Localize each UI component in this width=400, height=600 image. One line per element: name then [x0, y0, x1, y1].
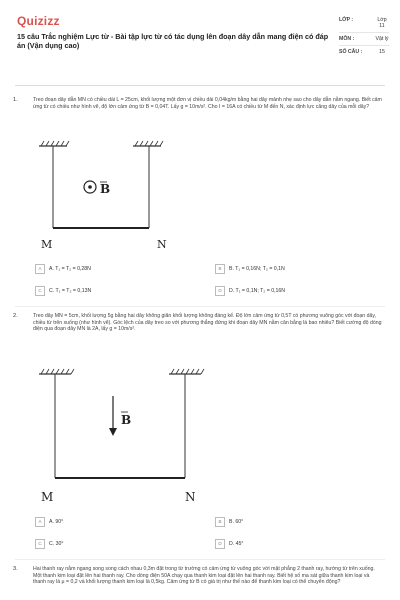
option-key: D	[215, 286, 225, 296]
meta-value: 15	[379, 49, 385, 55]
option-key: B	[215, 264, 225, 274]
label-m: M	[41, 238, 53, 251]
option-key: A	[35, 517, 45, 527]
meta-label: LỚP :	[339, 17, 354, 23]
option-d[interactable]	[215, 539, 243, 549]
ceiling-left	[39, 369, 74, 374]
label-m: M	[41, 490, 54, 504]
option-text: D. 45°	[229, 541, 244, 547]
question-number: 1.	[13, 97, 18, 103]
option-text: A. 90°	[49, 519, 64, 525]
ceiling-right	[133, 141, 163, 146]
question-divider	[15, 559, 385, 560]
question-text: Treo đoạn dây dẫn MN có chiều dài L = 25cm, khối lượng một đơn vị chiều dài 0,04kg/m bằng hai dây mảnh nhẹ sao cho dây dẫn nằm ngang. Biết cảm ứng từ có chiều như hình vẽ, độ lớn cảm ứng từ B = 0,04T. Lấy g = 10m/s². Cho I = 16A có chiều từ M đến N, xác định lực căng dây của mỗi dây?	[33, 97, 382, 110]
label-n: N	[157, 238, 167, 251]
option-d[interactable]	[215, 286, 285, 296]
question-number: 2.	[13, 313, 18, 319]
option-text: A. T₁ = T₂ = 0,28N	[49, 266, 91, 272]
meta-value: Lớp 11	[377, 17, 387, 29]
option-c[interactable]	[35, 539, 63, 549]
question-number: 3.	[13, 566, 18, 572]
option-text: C. 30°	[49, 541, 64, 547]
question-text: Hai thanh ray nằm ngang song song cách nhau 0,3m đặt trong từ trường có cảm ứng từ vuông góc với mặt phẳng 2 thanh ray, hướng từ trên xuống. Một thanh kim loại đặt lên hai thanh ray. Cho dòng điện 50A chạy qua thanh kim loại đặt lên hai thanh ray. Biết hệ số ma sát giữa thanh kim loại và thanh ray là μ = 0,2 và khối lượng thanh kim loại là 0,5kg. Cảm ứng từ B có giá trị như thế nào để thanh kim loại có thể chuyển động?	[33, 566, 375, 586]
meta-panel	[339, 14, 389, 58]
option-key: B	[215, 517, 225, 527]
header-divider	[15, 85, 385, 86]
option-a[interactable]	[35, 517, 63, 527]
option-text: B. 60°	[229, 519, 244, 525]
meta-label: MÔN :	[339, 36, 355, 42]
field-out-of-page-icon	[84, 181, 96, 193]
option-text: B. T₁ = 0,16N; T₂ = 0,1N	[229, 266, 285, 272]
label-n: N	[185, 490, 196, 504]
option-b[interactable]	[215, 264, 285, 274]
quizizz-logo: Quizizz	[17, 14, 60, 28]
question-divider	[15, 306, 385, 307]
ceiling-left	[39, 141, 69, 146]
meta-row-socau	[339, 46, 389, 58]
option-key: D	[215, 539, 225, 549]
option-key: A	[35, 264, 45, 274]
question-text: Treo dây MN = 5cm, khối lượng 5g bằng hai dây không giãn khối lượng không đáng kể. Độ lớn cảm ứng từ 0,5T có phương vuông góc với đoạn dây, chiều từ trên xuống (như hình vẽ). Góc lệch của dây treo so với phương thẳng đứng khi đoạn dây MN nằm cân bằng là bao nhiêu? Biết cường độ dòng điện qua đoạn dây MN là 2A, lấy g = 10m/s².	[33, 313, 382, 333]
option-a[interactable]	[35, 264, 91, 274]
diagram-q2	[33, 368, 223, 508]
field-label: B	[121, 413, 132, 427]
meta-row-mon	[339, 33, 389, 46]
arrow-down-icon	[109, 396, 117, 436]
meta-label: SỐ CÂU :	[339, 49, 363, 55]
option-b[interactable]	[215, 517, 243, 527]
option-text: D. T₁ = 0,1N; T₂ = 0,16N	[229, 288, 286, 294]
option-c[interactable]	[35, 286, 91, 296]
meta-value: Vật lý	[375, 36, 389, 42]
option-text: C. T₁ = T₂ = 0,13N	[49, 288, 92, 294]
ceiling-right	[169, 369, 204, 374]
option-key: C	[35, 539, 45, 549]
diagram-q1	[33, 140, 183, 252]
meta-row-lop	[339, 14, 389, 33]
field-label: B	[100, 182, 111, 196]
page-title: 15 câu Trắc nghiệm Lực từ - Bài tập lực từ có tác dụng lên đoạn dây dẫn mang điện có đáp án (Vận dụng cao)	[17, 32, 329, 50]
option-key: C	[35, 286, 45, 296]
